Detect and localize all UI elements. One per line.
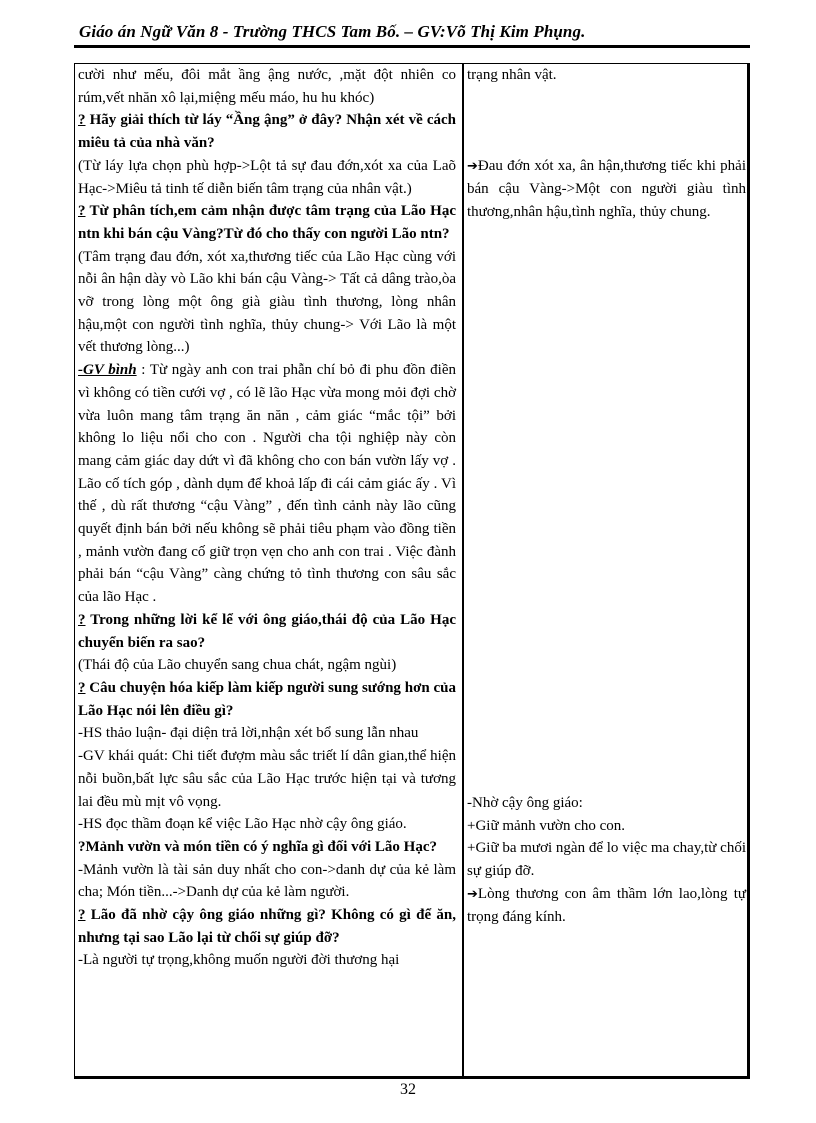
page-number: 32 <box>400 1081 416 1098</box>
right-summary-2 <box>467 883 746 929</box>
question-mark: ? <box>78 907 86 924</box>
right-line-2: +Giữ mảnh vườn cho con. <box>467 817 626 834</box>
paragraph: -HS thảo luận- đại diện trả lời,nhận xét bổ sung lẫn nhau <box>78 725 419 742</box>
right-line-1: -Nhờ cậy ông giáo: <box>467 794 583 811</box>
page-header: Giáo án Ngữ Văn 8 - Trường THCS Tam Bố. – GV:Võ Thị Kim Phụng. <box>79 22 586 41</box>
paragraph: -Mảnh vườn là tài sản duy nhất cho con->danh dự của kẻ làm cha; Món tiền...->Danh dự của kẻ làm người. <box>78 861 456 901</box>
question-mark: ? <box>78 203 86 220</box>
column-divider <box>462 63 464 1076</box>
question-text: Câu chuyện hóa kiếp làm kiếp người sung sướng hơn của Lão Hạc nói lên điều gì? <box>78 679 456 719</box>
question <box>78 836 456 859</box>
question-text: Lão đã nhờ cậy ông giáo những gì? Không có gì để ăn, nhưng tại sao Lão lại từ chối sự giúp đỡ? <box>78 907 456 946</box>
question-text: Trong những lời kể lể với ông giáo,thái độ của Lão Hạc chuyển biến ra sao? <box>78 611 456 651</box>
arrow-right-icon: ➔ <box>467 158 478 174</box>
question-mark: ? <box>78 679 86 696</box>
header-rule <box>74 45 750 48</box>
paragraph: (Thái độ của Lão chuyển sang chua chát, ngậm ngùi) <box>78 657 397 674</box>
gv-label: -GV bình <box>78 362 137 379</box>
question-text: Từ phân tích,em cảm nhận được tâm trạng của Lão Hạc ntn khi bán cậu Vàng?Từ đó cho thấy con người Lão ntn? <box>78 203 456 242</box>
right-top-text: trạng nhân vật. <box>467 67 557 83</box>
question-mark: ? <box>78 611 86 628</box>
paragraph: -HS đọc thầm đoạn kể việc Lão Hạc nhờ cậy ông giáo. <box>78 816 407 833</box>
gv-text: : Từ ngày anh con trai phẫn chí bỏ đi phu đồn điền vì không có tiền cưới vợ , có lẽ lão Hạc vừa mong mỏi đợi chờ vừa luôn mang tâm trạng ăn năn , cảm giác “mắc tội” bởi không lo liệu nổi cho con . Người cha tội nghiệp này còn mang cảm giác day dứt vì đã không cho con bán vườn lấy vợ . Lão cố tích góp , dành dụm để khoả lấp đi cái cảm giác ấy . Vì thế , dù rất thương “cậu Vàng” , đến tình cảnh này lão cũng quyết định bán bởi nếu không sẽ phải tiêu phạm vào đồng tiền , mảnh vườn đang cố giữ trọn vẹn cho anh con trai . Việc đành phải bán “cậu Vàng” càng chứng tỏ tình thương con sâu sắc của lão Hạc . <box>78 362 456 606</box>
right-summary-2-text: Lòng thương con âm thầm lớn lao,lòng tự trọng đáng kính. <box>467 885 746 926</box>
teacher-commentary <box>78 359 456 609</box>
paragraph: -GV khái quát: Chi tiết đượm màu sắc triết lí dân gian,thể hiện nỗi buồn,bất lực sâu sắc của Lão Hạc trước hiện tại và tương lai đều mù mịt vô vọng. <box>78 748 456 810</box>
right-column <box>467 64 746 929</box>
paragraph: (Tâm trạng đau đớn, xót xa,thương tiếc của Lão Hạc cùng với nỗi ân hận dày vò Lão khi bán cậu Vàng-> Tất cả dâng trào,òa vỡ trong lòng một ông già giàu tình thương, lòng nhân hậu,một con người tình nghĩa, thủy chung-> Với Lão là một vết thương lòng...) <box>78 248 456 356</box>
paragraph: -Là người tự trọng,không muốn người đời thương hại <box>78 952 400 969</box>
question <box>78 904 456 949</box>
right-summary-1-text: Đau đớn xót xa, ân hận,thương tiếc khi phải bán cậu Vàng->Một con người giàu tình thương,nhân hậu,tình nghĩa, thủy chung. <box>467 157 746 221</box>
arrow-right-icon: ➔ <box>467 886 478 902</box>
question-text: ?Mảnh vườn và món tiền có ý nghĩa gì đối với Lão Hạc? <box>78 838 437 855</box>
paragraph: (Từ láy lựa chọn phù hợp->Lột tả sự đau đớn,xót xa của Laõ Hạc->Miêu tả tinh tế diễn biến tâm trạng của nhân vật.) <box>78 157 456 197</box>
paragraph: cười như mếu, đôi mắt ầng ậng nước, ,mặt đột nhiên co rúm,vết nhăn xô lại,miệng mếu máo, hu hu khóc) <box>78 67 456 106</box>
question <box>78 677 456 722</box>
right-line-3: +Giữ ba mươi ngàn để lo việc ma chay,từ chối sự giúp đỡ. <box>467 840 746 879</box>
question <box>78 200 456 245</box>
question-text: Hãy giải thích từ láy “Ầng ậng” ở đây? Nhận xét về cách miêu tả của nhà văn? <box>78 112 456 152</box>
question <box>78 109 456 154</box>
left-column <box>78 64 456 972</box>
right-summary-1 <box>467 155 746 224</box>
question-mark: ? <box>78 112 86 129</box>
question <box>78 609 456 654</box>
